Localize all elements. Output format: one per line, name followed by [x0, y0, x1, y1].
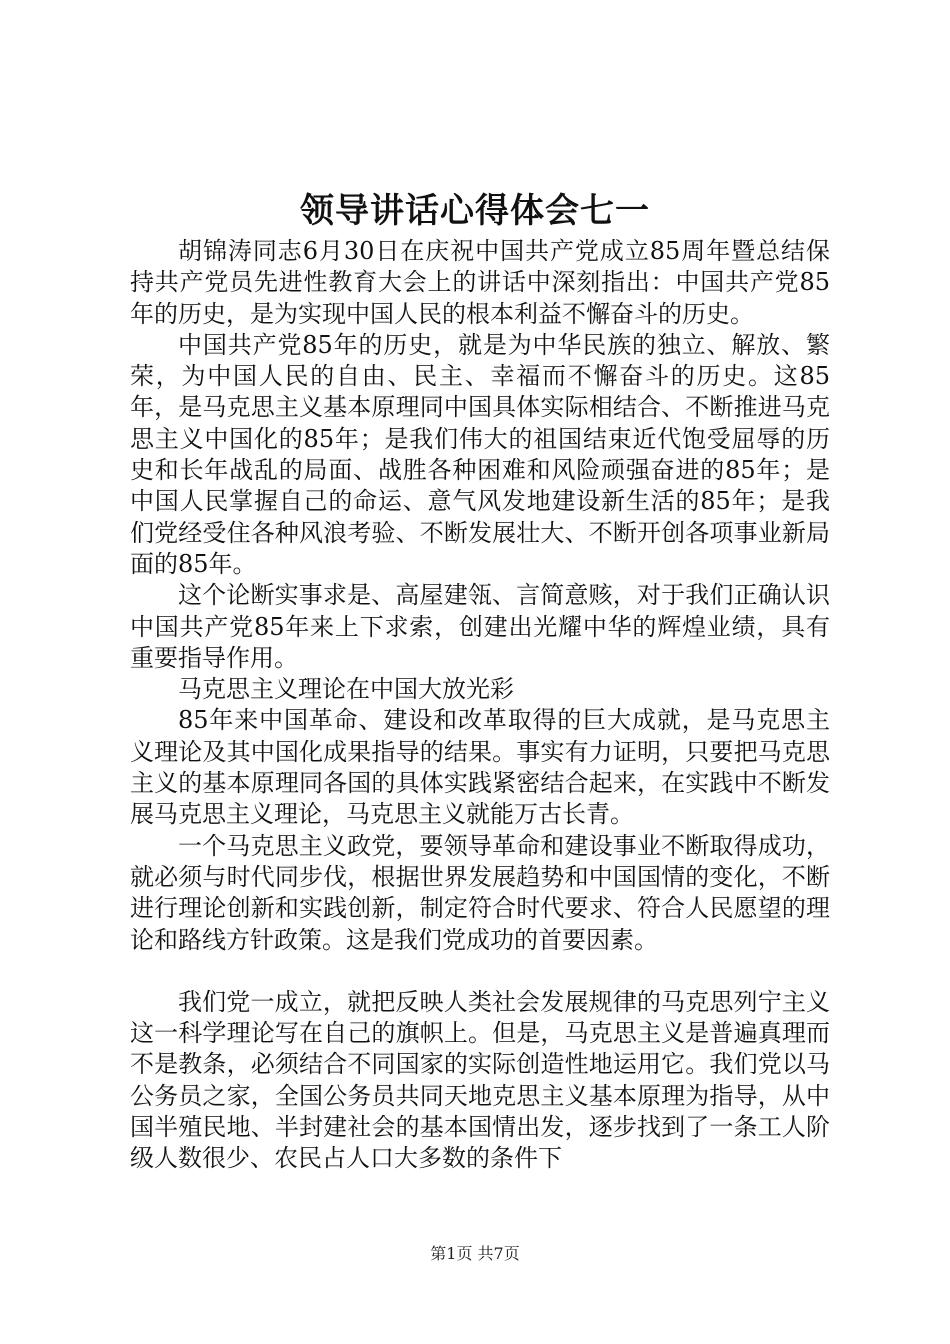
document-title: 领导讲话心得体会七一: [300, 191, 650, 231]
paragraph-4: 85年来中国革命、建设和改革取得的巨大成就，是马克思主义理论及其中国化成果指导的结果。事实有力证明，只要把马克思主义的基本原理同各国的具体实践紧密结合起来，在实践中不断发展马克思主义理论，马克思主义就能万古长青。: [130, 706, 830, 829]
paragraph-3: 这个论断实事求是、高屋建瓴、言简意赅，对于我们正确认识中国共产党85年来上下求索，创建出光耀中华的辉煌业绩，具有重要指导作用。: [130, 581, 830, 672]
document-body: [130, 236, 830, 1175]
paragraph-6: 我们党一成立，就把反映人类社会发展规律的马克思列宁主义这一科学理论写在自己的旗帜上。但是，马克思主义是普遍真理而不是教条，必须结合不同国家的实际创造性地运用它。我们党以马公务员之家，全国公务员共同天地克思主义基本原理为指导，从中国半殖民地、半封建社会的基本国情出发，逐步找到了一条工人阶级人数很少、农民占人口大多数的条件下: [130, 987, 830, 1173]
paragraph-5: 一个马克思主义政党，要领导革命和建设事业不断取得成功，就必须与时代同步伐，根据世界发展趋势和中国国情的变化，不断进行理论创新和实践创新，制定符合时代要求、符合人民愿望的理论和路线方针政策。这是我们党成功的首要因素。: [130, 831, 830, 954]
section-subheading: 马克思主义理论在中国大放光彩: [178, 675, 514, 704]
paragraph-2: 中国共产党85年的历史，就是为中华民族的独立、解放、繁荣，为中国人民的自由、民主、幸福而不懈奋斗的历史。这85年，是马克思主义基本原理同中国具体实际相结合、不断推进马克思主义中国化的85年；是我们伟大的祖国结束近代饱受屈辱的历史和长年战乱的局面、战胜各种困难和风险顽强奋进的85年；是中国人民掌握自己的命运、意气风发地建设新生活的85年；是我们党经受住各种风浪考验、不断发展壮大、不断开创各项事业新局面的85年。: [130, 330, 830, 578]
paragraph-1: 胡锦涛同志6月30日在庆祝中国共产党成立85周年暨总结保持共产党员先进性教育大会上的讲话中深刻指出：中国共产党85年的历史，是为实现中国人民的根本利益不懈奋斗的历史。: [130, 237, 830, 328]
page-footer: 第1页 共7页: [430, 1244, 520, 1263]
